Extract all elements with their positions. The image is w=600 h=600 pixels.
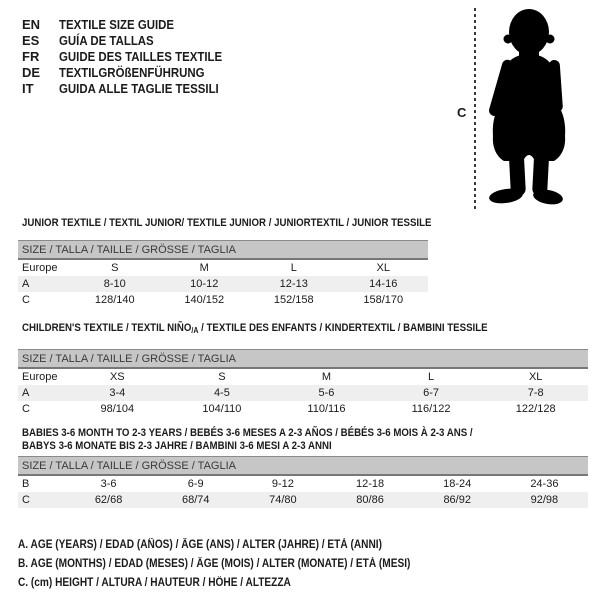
height-measure-label: C — [457, 105, 467, 120]
table-cell: 98/104 — [100, 403, 135, 415]
lang-label: TEXTILGRÖßENFÜHRUNG — [59, 65, 205, 80]
title-text: / TEXTILE DES ENFANTS / KINDERTEXTIL / BAMBINI TESSILE — [198, 322, 488, 334]
lang-code: DE — [22, 65, 41, 80]
table-cell: XS — [109, 371, 125, 383]
children-section — [18, 322, 588, 417]
table-cell: 128/140 — [94, 294, 135, 306]
table-cell: M — [199, 262, 209, 274]
junior-size-table — [18, 240, 428, 308]
lang-row-es — [22, 33, 244, 49]
table-cell: 12-13 — [249, 276, 339, 292]
table-cell: 68/74 — [152, 492, 239, 508]
table-cell: 24-36 — [530, 478, 559, 490]
table-cell: L — [290, 262, 297, 274]
table-cell: 116/122 — [411, 403, 451, 415]
note-b: B. AGE (MONTHS) / EDAD (MESES) / ÂGE (MOIS) / ALTER (MONATE) / ETÀ (MESI) — [18, 558, 411, 570]
table-cell: 6-9 — [187, 478, 204, 490]
table-cell: 80/86 — [326, 492, 413, 508]
table-cell: 74/80 — [239, 492, 326, 508]
row-label: B — [22, 478, 30, 490]
table-row — [18, 385, 588, 401]
size-header-bar: SIZE / TALLA / TAILLE / GRÖSSE / TAGLIA — [18, 241, 428, 260]
table-row — [18, 292, 428, 308]
table-cell: 18-24 — [443, 478, 472, 490]
size-header-bar: SIZE / TALLA / TAILLE / GRÖSSE / TAGLIA — [18, 350, 588, 369]
row-label: Europe — [22, 371, 58, 383]
table-cell: 86/92 — [414, 492, 501, 508]
table-cell: 3-6 — [100, 478, 117, 490]
table-row — [18, 259, 428, 276]
table-cell: XL — [376, 262, 390, 274]
language-list — [22, 17, 244, 97]
lang-row-en — [22, 17, 244, 33]
table-cell: 152/158 — [273, 294, 314, 306]
table-cell: XL — [528, 371, 543, 383]
table-cell: 5-6 — [274, 385, 379, 401]
row-label: C — [18, 492, 65, 508]
babies-section — [18, 427, 588, 508]
children-table-title — [22, 322, 520, 337]
table-cell: L — [428, 371, 435, 383]
junior-table-title: JUNIOR TEXTILE / TEXTIL JUNIOR/ TEXTILE JUNIOR / JUNIORTEXTIL / JUNIOR TESSILE — [22, 217, 432, 229]
row-label: A — [18, 385, 65, 401]
title-text: CHILDREN'S TEXTILE / TEXTIL NIÑO — [22, 322, 192, 334]
lang-code: FR — [22, 49, 40, 64]
table-cell: 4-5 — [170, 385, 275, 401]
row-label: C — [22, 294, 30, 306]
table-cell: 140/152 — [184, 294, 225, 306]
table-cell: M — [321, 371, 332, 383]
row-label: A — [18, 276, 70, 292]
table-cell: 12-18 — [355, 478, 385, 490]
table-cell: 7-8 — [483, 385, 588, 401]
table-cell: 62/68 — [65, 492, 152, 508]
table-row — [18, 276, 428, 292]
lang-label: GUIDA ALLE TAGLIE TESSILI — [59, 81, 219, 96]
lang-code: EN — [22, 17, 41, 32]
table-row — [18, 368, 588, 385]
table-cell: 3-4 — [65, 385, 170, 401]
table-cell: S — [218, 371, 226, 383]
babies-table-title-line2: BABYS 3-6 MONATE BIS 2-3 JAHRE / BAMBINI 3-6 MESI A 2-3 ANNI — [22, 440, 332, 452]
table-cell: 104/110 — [202, 403, 242, 415]
table-cell: 158/170 — [363, 294, 404, 306]
children-size-table — [18, 349, 588, 417]
table-cell: 9-12 — [271, 478, 294, 490]
lang-row-it — [22, 81, 244, 97]
table-cell: 122/128 — [515, 403, 556, 415]
junior-section — [18, 217, 432, 308]
baby-silhouette-icon — [485, 8, 573, 206]
size-header-bar: SIZE / TALLA / TAILLE / GRÖSSE / TAGLIA — [18, 457, 588, 476]
lang-row-de — [22, 65, 244, 81]
table-cell: 92/98 — [501, 492, 588, 508]
lang-row-fr — [22, 49, 244, 65]
table-cell: 6-7 — [379, 385, 484, 401]
lang-label: GUÍA DE TALLAS — [59, 33, 154, 48]
lang-label: TEXTILE SIZE GUIDE — [59, 17, 175, 32]
note-a: A. AGE (YEARS) / EDAD (AÑOS) / ÂGE (ANS) / ALTER (JAHRE) / ETÀ (ANNI) — [18, 539, 382, 551]
babies-table-title-line1: BABIES 3-6 MONTH TO 2-3 YEARS / BEBÉS 3-6 MESES A 2-3 AÑOS / BÉBÉS 3-6 MOIS À 2-3 ANS / — [22, 427, 473, 439]
table-row — [18, 492, 588, 508]
table-cell: 110/116 — [307, 403, 346, 415]
table-row — [18, 401, 588, 417]
babies-size-table — [18, 456, 588, 508]
row-label: Europe — [22, 262, 58, 274]
note-c: C. (cm) HEIGHT / ALTURA / HAUTEUR / HÖHE / ALTEZZA — [18, 577, 291, 589]
title-subscript: /A — [191, 326, 199, 335]
table-cell: S — [111, 262, 119, 274]
table-row — [18, 475, 588, 492]
table-cell: 8-10 — [70, 276, 160, 292]
lang-code: IT — [22, 81, 34, 96]
legend-notes — [18, 536, 464, 593]
table-cell: 14-16 — [339, 276, 429, 292]
row-label: C — [22, 403, 30, 415]
table-cell: 10-12 — [160, 276, 250, 292]
lang-code: ES — [22, 33, 40, 48]
height-dashed-line — [474, 8, 476, 210]
lang-label: GUIDE DES TAILLES TEXTILE — [59, 49, 223, 64]
